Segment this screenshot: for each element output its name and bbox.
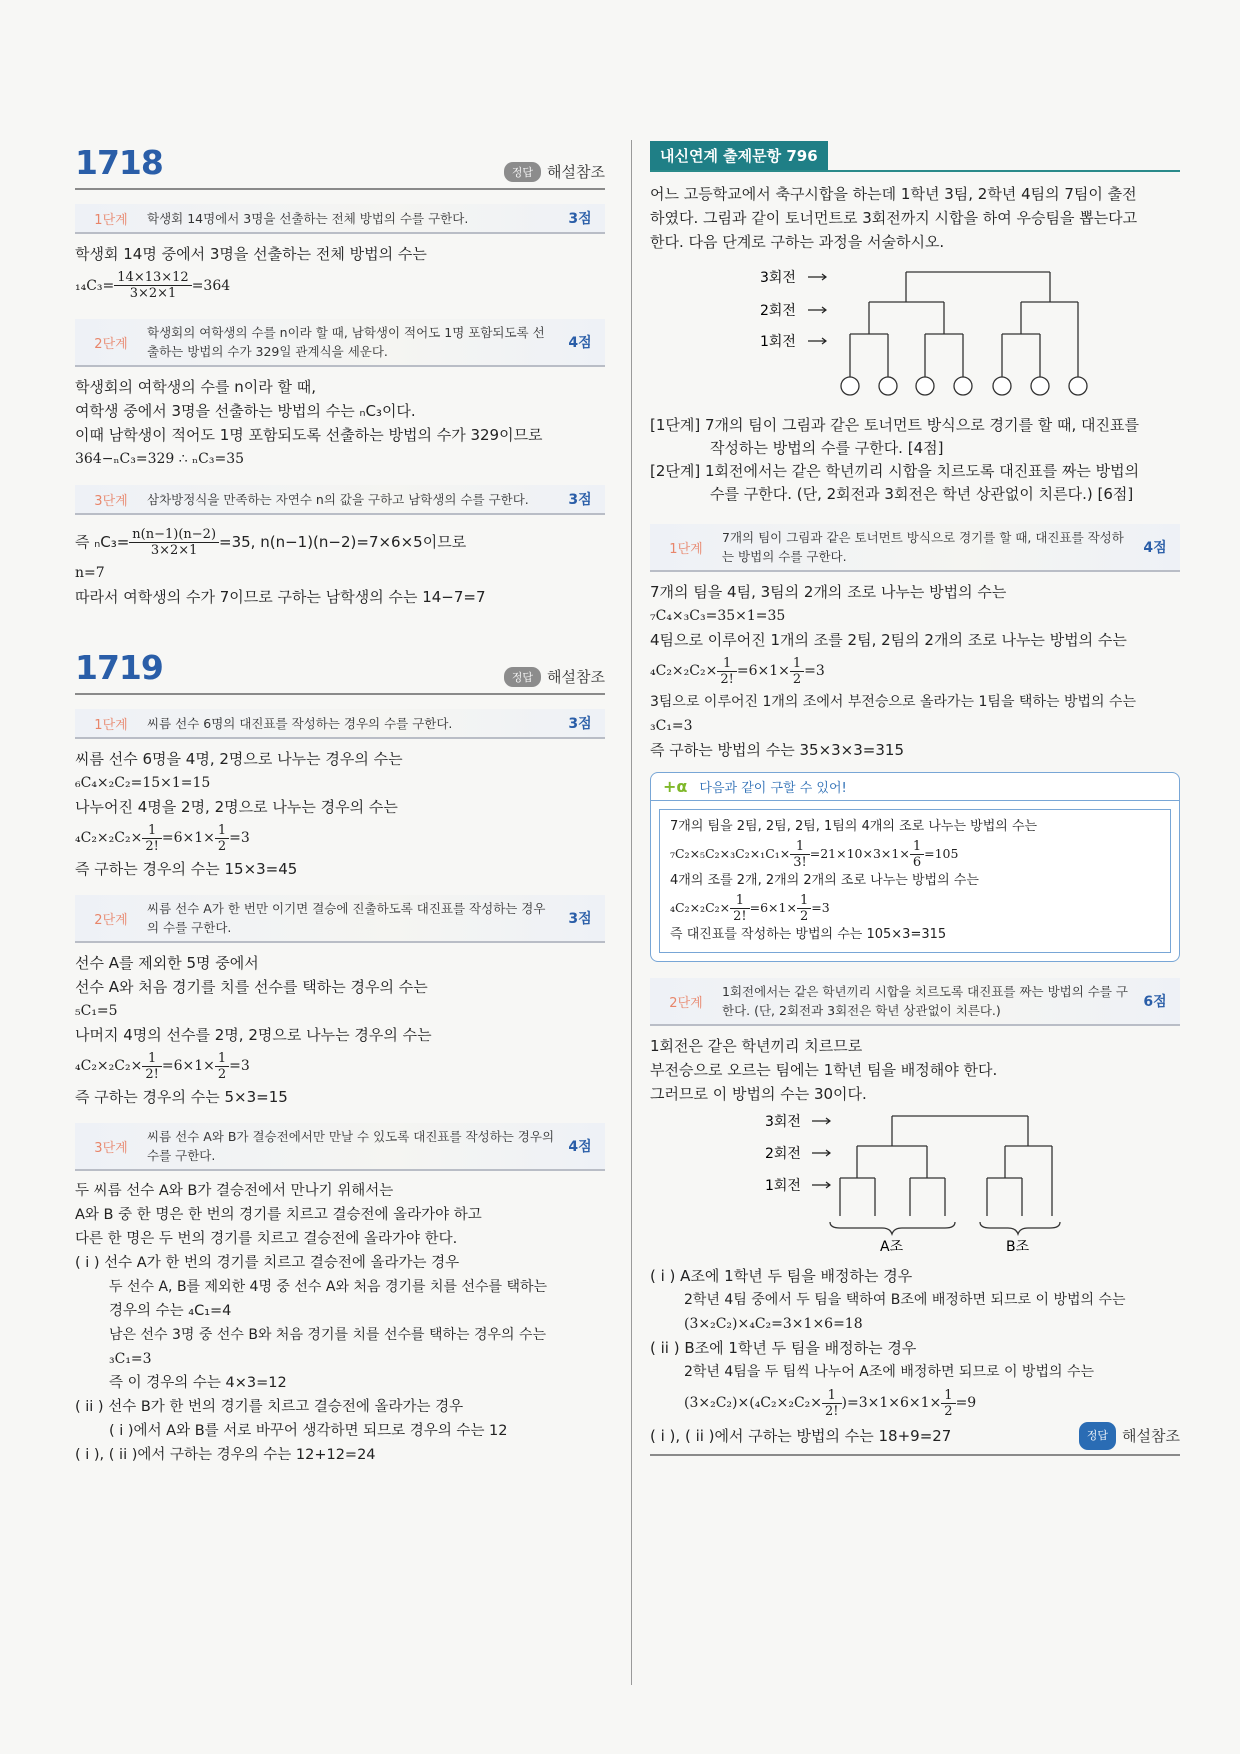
fraction <box>797 893 811 924</box>
answer-text: 해설참조 <box>547 668 605 686</box>
equation-part: =9 <box>955 1395 977 1411</box>
denominator: 3! <box>793 855 807 870</box>
equation-part: ₄C₂×₂C₂× <box>670 900 731 915</box>
equation-part: )=3×1×6×1× <box>841 1395 942 1411</box>
step-3-bar <box>75 485 605 515</box>
step-2-solution <box>650 1034 1180 1106</box>
answer-label <box>1079 1422 1180 1450</box>
text-line: 그러므로 이 방법의 수는 30이다. <box>650 1085 867 1103</box>
text-line: [1단계] 7개의 팀이 그림과 같은 토너먼트 방식으로 경기를 할 때, 대진표를 <box>650 416 1139 434</box>
step-2-solution <box>75 951 605 1109</box>
denominator: 2 <box>792 671 802 687</box>
step-label: 3단계 <box>94 1140 128 1156</box>
team-nodes <box>841 377 1087 395</box>
step-label: 3단계 <box>94 493 128 509</box>
step-1-solution <box>75 242 605 305</box>
round-3-label: 3회전 <box>760 270 796 286</box>
text-line: 4개의 조를 2개, 2개의 2개의 조로 나누는 방법의 수는 <box>670 873 979 888</box>
text-line: 여학생 중에서 3명을 선출하는 방법의 수는 ₙC₃이다. <box>75 402 416 420</box>
question-text <box>650 182 1180 254</box>
text-line: 경우의 수는 ₄C₁=4 <box>109 1303 232 1319</box>
linked-problem-header <box>650 140 1180 172</box>
step-1-bar <box>75 204 605 234</box>
answer-text: 해설참조 <box>1122 1427 1180 1445</box>
right-column <box>650 140 1180 1456</box>
equation-line <box>75 266 605 305</box>
fraction <box>730 893 750 924</box>
step-points: 3점 <box>568 911 592 927</box>
equation-part: ₄C₂×₂C₂× <box>75 1058 143 1074</box>
step-label: 2단계 <box>669 995 703 1011</box>
fraction <box>142 1051 162 1082</box>
left-column <box>75 140 605 1467</box>
step-2-cases <box>650 1264 1180 1456</box>
final-answer-row <box>650 1422 1180 1456</box>
text-line: 두 씨름 선수 A와 B가 결승전에서 만나기 위해서는 <box>75 1183 394 1199</box>
text-line: 한다. 다음 단계로 구하는 과정을 서술하시오. <box>650 233 945 251</box>
step-label: 1단계 <box>94 717 128 733</box>
alternative-header <box>651 773 1179 801</box>
numerator: 1 <box>822 1388 842 1404</box>
alternative-title: 다음과 같이 구할 수 있어! <box>699 781 847 796</box>
text-line: 나누어진 4명을 2명, 2명으로 나누는 경우의 수는 <box>75 798 398 816</box>
text-line: [2단계] 1회전에서는 같은 학년끼리 시합을 치르도록 대진표를 짜는 방법의 <box>650 462 1140 480</box>
equation-part: ₇C₂×₅C₂×₃C₂×₁C₁× <box>670 846 791 861</box>
step-3-bar <box>75 1123 605 1171</box>
text-line: 이때 남학생이 적어도 1명 포함되도록 선출하는 방법의 수가 329이므로 <box>75 426 543 444</box>
answer-text: 해설참조 <box>547 163 605 181</box>
equation-line <box>670 892 1160 924</box>
text-line: 나머지 4명의 선수를 2명, 2명으로 나누는 경우의 수는 <box>75 1026 432 1044</box>
step-2-bar <box>650 978 1180 1026</box>
plus-alpha-icon: +α <box>663 777 688 796</box>
text-line: 4팀으로 이루어진 1개의 조를 2팀, 2팀의 2개의 조로 나누는 방법의 수는 <box>650 631 1127 649</box>
step-points: 4점 <box>1143 540 1167 556</box>
fraction <box>790 656 804 687</box>
equation-line <box>75 1047 605 1085</box>
denominator: 2! <box>733 909 747 924</box>
step-3-solution <box>75 1179 605 1467</box>
text-line: ₃C₁=3 <box>109 1351 152 1367</box>
fraction <box>142 823 162 854</box>
text-line: 2학년 4팀 중에서 두 팀을 택하여 B조에 배정하면 되므로 이 방법의 수는 <box>684 1292 1126 1308</box>
text-line: 작성하는 방법의 수를 구한다. [4점] <box>710 439 944 457</box>
fraction <box>114 270 191 301</box>
step-points: 3점 <box>568 211 592 227</box>
denominator: 3×2×1 <box>129 286 177 301</box>
numerator: 1 <box>790 839 810 855</box>
text-line: ( ii ) B조에 1학년 두 팀을 배정하는 경우 <box>650 1339 917 1357</box>
fraction <box>129 527 219 558</box>
equation-part: ₄C₂×₂C₂× <box>75 830 143 846</box>
equation-part: =6×1× <box>736 663 790 679</box>
numerator: 1 <box>790 656 804 672</box>
step-label: 2단계 <box>94 336 128 352</box>
text-line: 씨름 선수 6명을 4명, 2명으로 나누는 경우의 수는 <box>75 750 403 768</box>
fraction <box>790 839 810 870</box>
numerator: 1 <box>797 893 811 909</box>
equation-part: =6×1× <box>161 1058 215 1074</box>
fraction <box>910 839 924 870</box>
text-line: ( i )에서 A와 B를 서로 바꾸어 생각하면 되므로 경우의 수는 12 <box>109 1423 508 1439</box>
step-3-solution <box>75 523 605 609</box>
step-description: 1회전에서는 같은 학년끼리 시합을 치르도록 대진표를 짜는 방법의 수를 구한다. (단, 2회전과 3회전은 학년 상관없이 치른다.) <box>722 984 1128 1018</box>
text-line: ₅C₁=5 <box>75 1003 118 1019</box>
denominator: 2! <box>825 1403 839 1419</box>
denominator: 2 <box>799 909 809 924</box>
text-line: 따라서 여학생의 수가 7이므로 구하는 남학생의 수는 14−7=7 <box>75 588 486 606</box>
text-line: ( i ), ( ii )에서 구하는 방법의 수는 18+9=27 <box>650 1427 952 1445</box>
step-description: 7개의 팀이 그림과 같은 토너먼트 방식으로 경기를 할 때, 대진표를 작성하는 방법의 수를 구한다. <box>722 530 1124 564</box>
equation-line <box>75 523 605 561</box>
step-2-bar <box>75 895 605 943</box>
equation-part: =364 <box>191 278 231 294</box>
denominator: 2 <box>217 838 227 854</box>
equation-part: =105 <box>924 846 959 861</box>
step-points: 6점 <box>1143 994 1167 1010</box>
equation-part: =3 <box>804 663 825 679</box>
round-3-label: 3회전 <box>765 1114 801 1130</box>
equation-line <box>75 819 605 857</box>
equation-part: =6×1× <box>749 900 797 915</box>
text-line: 즉 구하는 경우의 수는 5×3=15 <box>75 1088 288 1106</box>
denominator: 2! <box>720 671 734 687</box>
arrows <box>812 1118 830 1188</box>
step-1-bar <box>650 524 1180 572</box>
fraction <box>941 1388 955 1419</box>
group-b-label: B조 <box>1006 1239 1030 1255</box>
numerator: n(n−1)(n−2) <box>129 527 219 543</box>
grouped-bracket-diagram <box>650 1106 1180 1256</box>
problem-number: 1718 <box>75 143 163 182</box>
problem-1718-header <box>75 140 605 190</box>
equation-part: =21×10×3×1× <box>809 846 910 861</box>
text-line: ₇C₄×₃C₃=35×1=35 <box>650 608 786 624</box>
text-line: 수를 구한다. (단, 2회전과 3회전은 학년 상관없이 치른다.) [6점] <box>710 485 1134 503</box>
step-label: 2단계 <box>94 912 128 928</box>
step-2-bar <box>75 319 605 367</box>
text-line: 선수 A를 제외한 5명 중에서 <box>75 954 259 972</box>
alternative-solution-box <box>650 772 1180 962</box>
text-line: (3×₂C₂)×₄C₂=3×1×6=18 <box>684 1316 863 1332</box>
denominator: 3×2×1 <box>150 543 198 558</box>
answer-label <box>504 161 605 182</box>
numerator: 1 <box>717 656 737 672</box>
arrows <box>808 274 826 344</box>
step-1-solution <box>75 747 605 881</box>
text-line: 학생회의 여학생의 수를 n이라 할 때, <box>75 378 316 396</box>
equation-part: =6×1× <box>161 830 215 846</box>
numerator: 1 <box>910 839 924 855</box>
text-line: 즉 구하는 방법의 수는 35×3×3=315 <box>650 741 904 759</box>
text-line: 즉 이 경우의 수는 4×3=12 <box>109 1375 287 1391</box>
text-line: 3팀으로 이루어진 1개의 조에서 부전승으로 올라가는 1팀을 택하는 방법의 수는 <box>650 694 1137 710</box>
answer-label <box>504 666 605 687</box>
fraction <box>822 1388 842 1419</box>
step-description: 삼차방정식을 만족하는 자연수 n의 값을 구하고 남학생의 수를 구한다. <box>147 491 529 507</box>
fraction <box>717 656 737 687</box>
denominator: 6 <box>912 855 922 870</box>
text-line: 즉 대진표를 작성하는 방법의 수는 105×3=315 <box>670 927 947 942</box>
denominator: 2! <box>145 838 159 854</box>
equation-part: =3 <box>229 830 250 846</box>
text-line: 7개의 팀을 2팀, 2팀, 2팀, 1팀의 4개의 조로 나누는 방법의 수는 <box>670 819 1038 834</box>
step-description: 씨름 선수 A와 B가 결승전에서만 만날 수 있도록 대진표를 작성하는 경우의 수를 구한다. <box>147 1129 555 1163</box>
text-line: 2학년 4팀을 두 팀씩 나누어 A조에 배정하면 되므로 이 방법의 수는 <box>684 1364 1094 1380</box>
step-points: 3점 <box>568 716 592 732</box>
round-2-label: 2회전 <box>765 1146 801 1162</box>
round-1-label: 1회전 <box>760 334 796 350</box>
problem-number: 1719 <box>75 648 163 687</box>
text-line: 선수 A와 처음 경기를 치를 선수를 택하는 경우의 수는 <box>75 978 428 996</box>
equation-line <box>650 652 1180 690</box>
numerator: 14×13×12 <box>114 270 191 286</box>
denominator: 2 <box>217 1066 227 1082</box>
equation-line <box>650 1384 1180 1422</box>
numerator: 1 <box>215 1051 229 1067</box>
tournament-bracket-diagram <box>650 262 1180 402</box>
text-line: 어느 고등학교에서 축구시합을 하는데 1학년 3팀, 2학년 4팀의 7팀이 출전 <box>650 185 1137 203</box>
text-line: 부전승으로 오르는 팀에는 1학년 팀을 배정해야 한다. <box>650 1061 998 1079</box>
text-line: ₃C₁=3 <box>650 718 693 734</box>
text-line: ( i ), ( ii )에서 구하는 경우의 수는 12+12=24 <box>75 1447 376 1463</box>
equation-part: ₁₄C₃= <box>75 278 115 294</box>
numerator: 1 <box>142 823 162 839</box>
bracket-lines <box>830 1116 1060 1234</box>
fraction <box>215 823 229 854</box>
step-label: 1단계 <box>94 212 128 228</box>
text-line: ₆C₄×₂C₂=15×1=15 <box>75 775 211 791</box>
numerator: 1 <box>730 893 750 909</box>
round-2-label: 2회전 <box>760 303 796 319</box>
text-line: ( i ) 선수 A가 한 번의 경기를 치르고 결승전에 올라가는 경우 <box>75 1255 460 1271</box>
column-divider <box>631 140 632 1685</box>
step-description: 씨름 선수 A가 한 번만 이기면 결승에 진출하도록 대진표를 작성하는 경우의 수를 구한다. <box>147 901 546 935</box>
denominator: 2 <box>944 1403 953 1419</box>
problem-1719-header <box>75 645 605 695</box>
text-line: ( ii ) 선수 B가 한 번의 경기를 치르고 결승전에 올라가는 경우 <box>75 1399 464 1415</box>
step-description: 학생회 14명에서 3명을 선출하는 전체 방법의 수를 구한다. <box>147 210 469 226</box>
question-steps <box>650 414 1180 506</box>
alternative-body <box>659 809 1171 953</box>
bracket-lines <box>850 272 1078 377</box>
equation-part: (3×₂C₂)×(₄C₂×₂C₂× <box>684 1395 823 1411</box>
fraction <box>215 1051 229 1082</box>
numerator: 1 <box>142 1051 162 1067</box>
step-2-solution <box>75 375 605 471</box>
text-line: 다른 한 명은 두 번의 경기를 치르고 결승전에 올라가야 한다. <box>75 1231 458 1247</box>
answer-badge: 정답 <box>1079 1422 1116 1450</box>
answer-badge: 정답 <box>504 162 541 182</box>
step-points: 3점 <box>568 492 592 508</box>
step-label: 1단계 <box>669 541 703 557</box>
text-line: 두 선수 A, B를 제외한 4명 중 선수 A와 처음 경기를 치를 선수를 택하는 <box>109 1279 548 1295</box>
linked-problem-tag: 내신연계 출제문항 796 <box>650 141 828 170</box>
text-line: 남은 선수 3명 중 선수 B와 처음 경기를 치를 선수를 택하는 경우의 수는 <box>109 1327 547 1343</box>
text-line: ( i ) A조에 1학년 두 팀을 배정하는 경우 <box>650 1267 913 1285</box>
text-line: 하였다. 그림과 같이 토너먼트로 3회전까지 시합을 하여 우승팀을 뽑는다고 <box>650 209 1138 227</box>
numerator: 1 <box>215 823 229 839</box>
text-line: A와 B 중 한 명은 한 번의 경기를 치르고 결승전에 올라가야 하고 <box>75 1207 482 1223</box>
denominator: 2! <box>145 1066 159 1082</box>
text-line: 364−ₙC₃=329 ∴ ₙC₃=35 <box>75 451 245 467</box>
equation-part: =35, n(n−1)(n−2)=7×6×5이므로 <box>219 533 467 551</box>
equation-part: =3 <box>811 900 830 915</box>
equation-part: 즉 ₙC₃= <box>75 533 130 551</box>
text-line: n=7 <box>75 565 105 581</box>
step-points: 4점 <box>568 1139 592 1155</box>
equation-part: =3 <box>229 1058 250 1074</box>
round-1-label: 1회전 <box>765 1178 801 1194</box>
group-a-label: A조 <box>880 1239 904 1255</box>
equation-part: ₄C₂×₂C₂× <box>650 663 718 679</box>
step-1-bar <box>75 709 605 739</box>
step-description: 씨름 선수 6명의 대진표를 작성하는 경우의 수를 구한다. <box>147 715 453 731</box>
text-line: 즉 구하는 경우의 수는 15×3=45 <box>75 860 298 878</box>
text-line: 학생회 14명 중에서 3명을 선출하는 전체 방법의 수는 <box>75 245 427 263</box>
numerator: 1 <box>941 1388 955 1404</box>
text-line: 1회전은 같은 학년끼리 치르므로 <box>650 1037 863 1055</box>
step-points: 4점 <box>568 335 592 351</box>
equation-line <box>670 838 1160 870</box>
text-line: 7개의 팀을 4팀, 3팀의 2개의 조로 나누는 방법의 수는 <box>650 583 1007 601</box>
step-1-solution <box>650 580 1180 762</box>
step-description: 학생회의 여학생의 수를 n이라 할 때, 남학생이 적어도 1명 포함되도록 선출하는 방법의 수가 329일 관계식을 세운다. <box>147 325 545 359</box>
answer-badge: 정답 <box>504 667 541 687</box>
